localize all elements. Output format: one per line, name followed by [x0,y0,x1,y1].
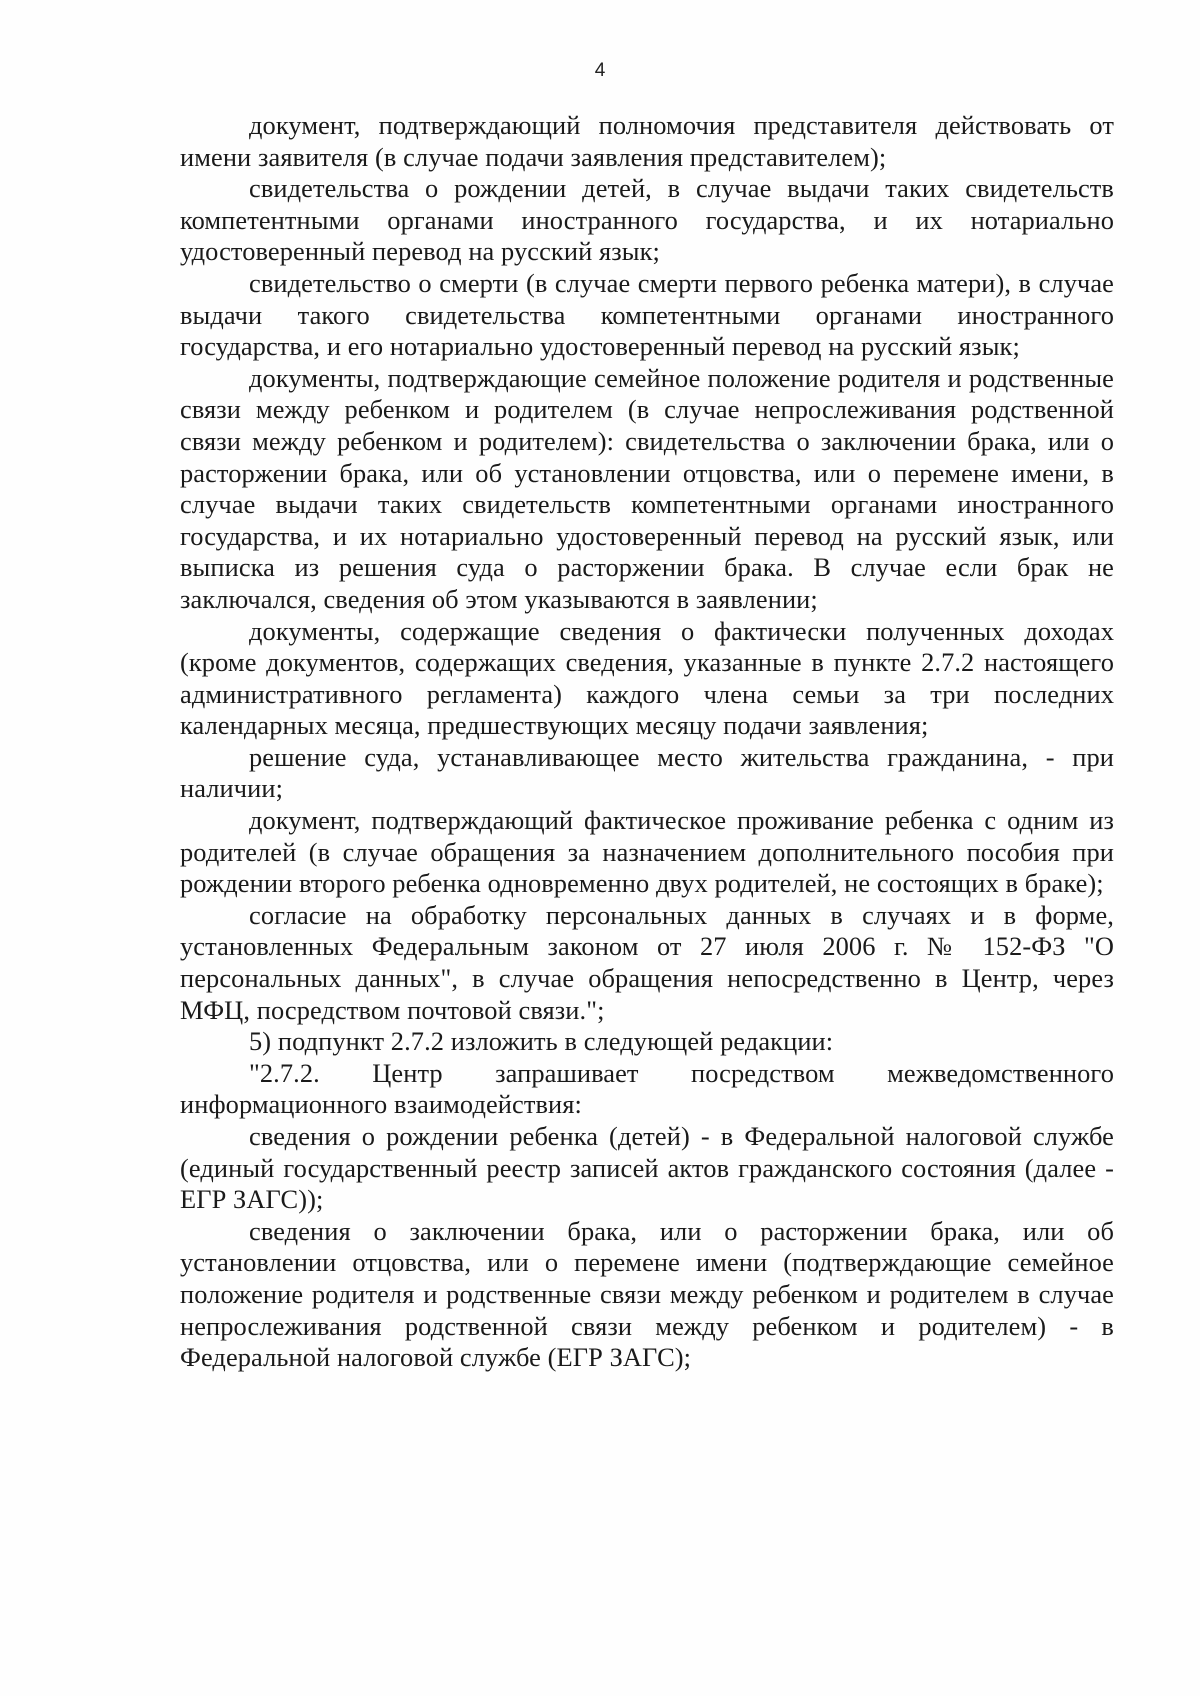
paragraph-marriage-info-request: сведения о заключении брака, или о расторжении брака, или об установлении отцовства, или о перемене имени (подтверждающие семейное положение родителя и родственные связи между ребенком и родителем в случае непрослеживания родственной связи между ребенком и родителем) - в Федеральной налоговой службе (ЕГР ЗАГС); [180,1215,1114,1373]
paragraph-representative-authority: документ, подтверждающий полномочия представителя действовать от имени заявителя (в случае подачи заявления представителем); [180,110,1114,172]
page-number: 4 [594,60,606,81]
paragraph-birth-certificates: свидетельства о рождении детей, в случае выдачи таких свидетельств компетентными органами иностранного государства, и их нотариально удостоверенный перевод на русский язык; [180,173,1114,267]
paragraph-personal-data-consent: согласие на обработку персональных данных в случаях и в форме, установленных Федеральным законом от 27 июля 2006 г. № 152-ФЗ "О персональных данных", в случае обращения непосредственно в Центр, через МФЦ, посредством почтовой связи."; [180,899,1114,1025]
paragraph-birth-info-request: сведения о рождении ребенка (детей) - в Федеральной налоговой службе (единый государственный реестр записей актов гражданского состояния (далее - ЕГР ЗАГС)); [180,1121,1114,1215]
paragraph-income-documents: документы, содержащие сведения о фактически полученных доходах (кроме документов, содержащих сведения, указанные в пункте 2.7.2 настоящего административного регламента) каждого члена семьи за три последних календарных месяца, предшествующих месяцу подачи заявления; [180,615,1114,741]
document-body [180,110,1114,1374]
paragraph-family-status-documents: документы, подтверждающие семейное положение родителя и родственные связи между ребенком и родителем (в случае непрослеживания родственной связи между ребенком и родителем): свидетельства о заключении брака, или о расторжении брака, или об установлении отцовства, или о перемене имени, в случае выдачи таких свидетельств компетентными органами иностранного государства, и их нотариально удостоверенный перевод на русский язык, или выписка из решения суда о расторжении брака. В случае если брак не заключался, сведения об этом указываются в заявлении; [180,362,1114,614]
paragraph-residence-proof: документ, подтверждающий фактическое проживание ребенка с одним из родителей (в случае обращения за назначением дополнительного пособия при рождении второго ребенка одновременно двух родителей, не состоящих в браке); [180,805,1114,899]
paragraph-death-certificate: свидетельство о смерти (в случае смерти первого ребенка матери), в случае выдачи такого свидетельства компетентными органами иностранного государства, и его нотариально удостоверенный перевод на русский язык; [180,267,1114,362]
paragraph-clause-2-7-2: "2.7.2. Центр запрашивает посредством межведомственного информационного взаимодействия: [180,1057,1114,1120]
paragraph-court-decision: решение суда, устанавливающее место жительства гражданина, - при наличии; [180,741,1114,804]
paragraph-subclause-amendment: 5) подпункт 2.7.2 изложить в следующей редакции: [249,1026,834,1057]
